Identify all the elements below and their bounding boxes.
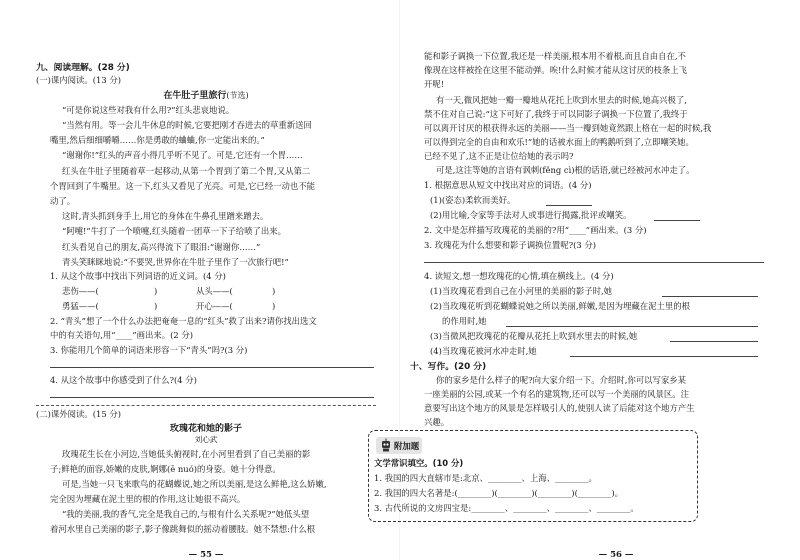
r-q4-item: (2)当玫瑰花听到花蝴蝶说她之所以美丽,鲜嫩,是因为埋藏在泥土里的根: [430, 301, 691, 311]
r-q1-answer-blank[interactable]: [546, 205, 592, 206]
section-9-title: 九、阅读理解。(28 分): [36, 63, 130, 73]
story1-title-note: (节选): [226, 91, 249, 100]
robot-icon: [380, 438, 392, 452]
story2-paragraph: 可以得到完全的自由和欢乐!”她的话被水面上的鸭鹅听到了,立即嘲笑她。: [424, 137, 694, 147]
q1-word-paren: ): [154, 301, 158, 311]
q1-word-paren: ): [272, 286, 276, 296]
story2-paragraph: “我的美丽,我的香气,完全是我自己的,与根有什么关系呢?”她低头望: [62, 509, 310, 519]
section-divider: [36, 405, 376, 406]
q3-question: 3. 你能用几个简单的词语来形容一下“青头”吗?(3 分): [50, 345, 248, 355]
story2-paragraph: 可是,当她一只飞来歌鸟的花蝴蝶说,她之所以美丽,是这么鲜艳,这么娇嫩,: [62, 479, 327, 489]
story1-paragraph: 青头笑眯眯地说:“不要哭,世界你在牛肚子里作了一次旅行吧!”: [62, 257, 289, 267]
story1-paragraph: 嘴里,然后细细嚼嚼……你是勇敢的蛐蛐,你一定能出来的。”: [50, 135, 265, 145]
q2-question-cont: 中的有关语句,用“____”画出来。(2 分): [50, 330, 193, 340]
r-q2-question: 2. 文中是怎样描写玫瑰花的美丽的?用“____”画出来。(3 分): [424, 225, 647, 235]
r-q4-answer-blank[interactable]: [506, 326, 758, 327]
story1-paragraph: 这时,青头抓到身手上,用它的身体在牛鼻孔里蹭来蹭去。: [62, 211, 269, 221]
q1-word: 悲伤——(: [62, 286, 99, 296]
q1-word-paren: ): [272, 301, 276, 311]
r-q4-question: 4. 读短文,想一想玫瑰花的心情,填在横线上。(4 分): [424, 271, 614, 281]
story1-paragraph: 红头在牛肚子里随着草一起移动,从第一个胃到了第二个胃,又从第二: [62, 166, 311, 176]
story1-paragraph: “谢谢你!”红头的声音小得几乎听不见了。可是,它还有一个胃……: [62, 150, 303, 160]
r-q1-item: (1)(姿态)柔软而美好。: [430, 195, 516, 205]
story2-paragraph: 可是,这注等她的言语有讽刺(fěng cì)根的话语,就已经被河水冲走了。: [436, 165, 695, 175]
r-q3-answer-line[interactable]: [424, 262, 764, 263]
story2-paragraph: 像现在这样被拴在这里不能动弹。唉!什么时候才能从这讨厌的枝条上飞: [424, 65, 687, 75]
story1-paragraph: 个胃回到了牛嘴里。这一下,红头又看见了光亮。可是,它已经一动也不能: [50, 181, 315, 191]
story1-paragraph: “当然有用。等一会儿牛休息的时候,它要把刚才吞进去的草重新送回: [62, 120, 312, 130]
r-q1-question: 1. 根据意思从短文中找出对应的词语。(4 分): [424, 180, 592, 190]
story2-paragraph: 子;鲜艳的面容,娇嫩的皮肤,婀娜(ē nuó)的身姿。她十分得意。: [50, 464, 281, 474]
r-q4-answer-blank[interactable]: [662, 296, 758, 297]
q3-answer-line[interactable]: [50, 367, 374, 368]
bonus-label: 附加题: [394, 441, 420, 451]
page-number: — 55 —: [188, 549, 224, 560]
q1-word: 开心——(: [196, 301, 233, 311]
story2-paragraph: 玫瑰花生长在小河边,当她低头俯视时,在小河里看到了自己美丽的影: [62, 449, 311, 459]
story2-title: 玫瑰花和她的影子: [169, 424, 242, 434]
story1-paragraph: 红头看见自己的朋友,高兴得流下了眼泪:“谢谢你……”: [62, 242, 261, 252]
writing-prompt: 意要写出这个地方的风景是怎样吸引人的,使别人读了后能对这个地方产生: [424, 403, 695, 413]
writing-prompt: 你的家乡是什么样子的呢?向大家介绍一下。介绍时,你可以写家乡某: [436, 375, 687, 385]
writing-prompt: 兴趣。: [424, 417, 450, 427]
part1-header: (一)课内阅读。(13 分): [36, 75, 122, 85]
story1-paragraph: “阿嚏!”牛打了一个喷嚏,红头随着一团草一下子给喷了出来。: [62, 226, 286, 236]
part2-header: (二)课外阅读。(15 分): [36, 409, 122, 419]
r-q4-answer-blank[interactable]: [570, 356, 758, 357]
story1-title-line: [36, 89, 376, 102]
q2-question: 2. “青头”想了一个什么办法把奄奄一息的“红头”救了出来?请你找出选文: [50, 316, 317, 326]
story1-paragraph: 动了。: [50, 196, 76, 206]
q1-question: 1. 从这个故事中找出下列词语的近义词。(4 分): [50, 271, 226, 281]
story2-paragraph: 完全因为埋藏在泥土里的根的作用,这让她很不高兴。: [50, 494, 246, 504]
story2-paragraph: 有一天,微风把她一瓣一瓣地从花托上吹到水里去的时候,她高兴极了,: [436, 95, 687, 105]
story1-paragraph: “可是你说这些对我有什么用?”红头悲哀地说。: [62, 105, 235, 115]
story2-paragraph: 可以离开讨厌的根获得永远的美丽——当一瓣到她竟然跟上格在一起的时候,我: [424, 123, 712, 133]
story2-paragraph: 已经不见了,这不正是让位给她的表示吗?: [424, 151, 574, 161]
q1-word: 勇猛——(: [62, 301, 99, 311]
section-10-title: 十、写作。(20 分): [410, 362, 487, 372]
q1-word: 从头——(: [196, 286, 233, 296]
r-q4-item: (1)当玫瑰花看到自己在小河里的美丽的影子时,她: [430, 286, 613, 296]
story2-paragraph: 开呢!: [424, 79, 445, 89]
bonus-item: 2. 我国的四大名著是:(________)(________)(________)(________)。: [374, 488, 623, 498]
q1-word-paren: ): [154, 286, 158, 296]
story2-paragraph: 禁不住对自己说:“这下可好了,我终于可以同影子调换一下位置了,我终于: [424, 109, 688, 119]
story2-paragraph: 能和影子调换一下位置,我还是一样美丽,根本用不着根,而且自由自在,不: [424, 51, 686, 61]
r-q4-item: (4)当玫瑰花被河水冲走时,她: [430, 346, 537, 356]
q4-answer-line[interactable]: [50, 397, 374, 398]
writing-prompt: 一座美丽的公园,或某一个有名的建筑物,还可以写一个美丽的风景区。注: [424, 389, 689, 399]
r-q4-item-cont: 的作用时,她: [442, 316, 487, 326]
story1-title: 在牛肚子里旅行: [163, 91, 227, 101]
r-q3-question: 3. 玫瑰花为什么想要和影子调换位置呢?(3 分): [424, 240, 597, 250]
r-q1-item: (2)用比喻,令家等手法对人或事进行揭露,批评或嘲笑。: [430, 210, 632, 220]
r-q4-answer-blank[interactable]: [670, 341, 758, 342]
bonus-item: 1. 我国的四大直辖市是:北京、________、上海、________。: [374, 473, 597, 483]
bonus-title: 文学常识填空。(10 分): [374, 458, 464, 468]
page-number: — 56 —: [598, 549, 634, 560]
q4-question: 4. 从这个故事中你感受到了什么?(4 分): [50, 375, 197, 385]
bonus-item: 3. 古代所说的文房四宝是:________、________、________、________。: [374, 503, 639, 513]
r-q1-answer-blank[interactable]: [654, 220, 700, 221]
story2-paragraph: 着河水里自己美丽的影子,影子像跳舞似的摇动着腰肢。她不禁想:什么根: [50, 524, 316, 534]
r-q4-item: (3)当微风把玫瑰花的花瓣从花托上吹到水里去的时候,她: [430, 331, 638, 341]
story2-author: 刘心武: [194, 435, 218, 444]
